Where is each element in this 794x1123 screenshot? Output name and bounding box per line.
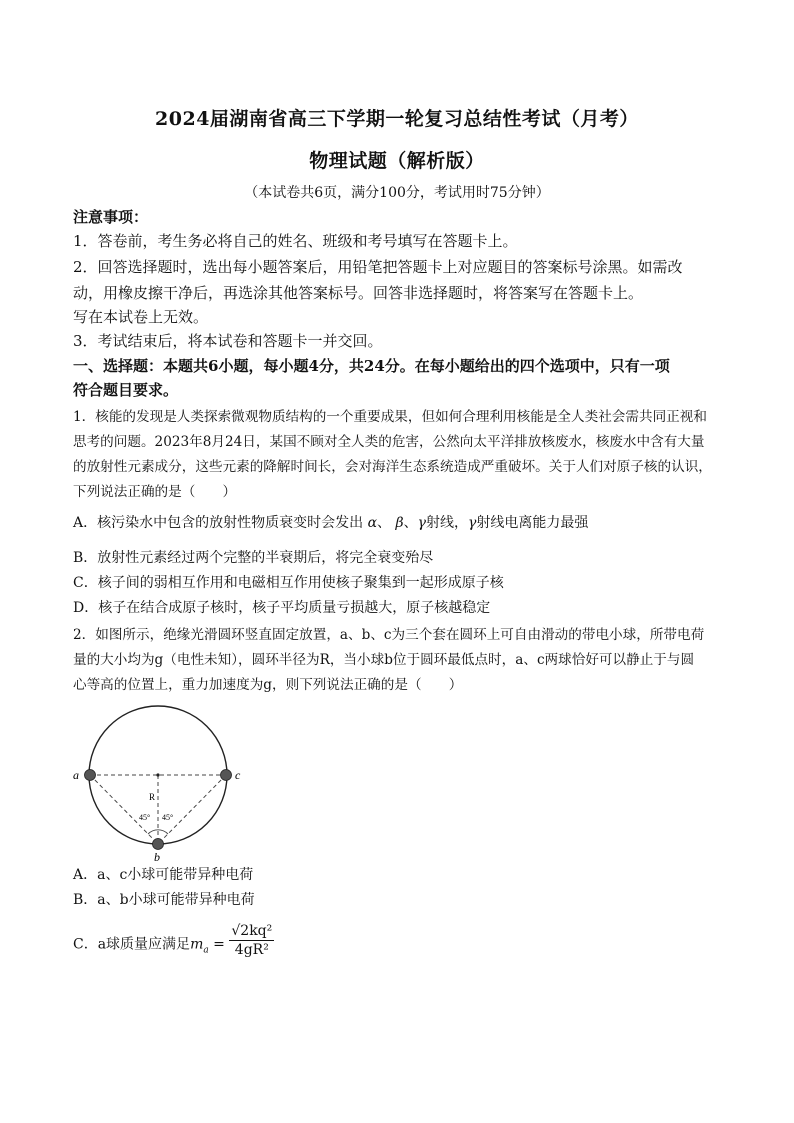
q1-option-a: [73, 512, 733, 534]
q1-option-a-pre: A．核污染水中包含的放射性物质衰变时会发出: [73, 515, 364, 531]
angle-left-label: 45°: [139, 813, 151, 822]
separator: 、: [403, 515, 418, 531]
q2-option-b: B．a、b小球可能带异种电荷: [73, 892, 255, 908]
section-heading: 一、选择题：本题共6小题，每小题4分，共24分。在每小题给出的四个选项中，只有一项: [73, 357, 670, 375]
ball-b: [153, 839, 164, 850]
notes-heading: 注意事项：: [73, 208, 149, 226]
gamma-symbol: γ: [467, 515, 477, 531]
note-item: 动，用橡皮擦干净后，再选涂其他答案标号。回答非选择题时，将答案写在答题卡上。: [73, 284, 644, 302]
label-c: c: [235, 768, 241, 782]
q2-stem-line: 心等高的位置上，重力加速度为g，则下列说法正确的是（ ）: [73, 677, 463, 693]
equals-sign: =: [208, 936, 230, 953]
ball-c: [221, 770, 232, 781]
note-item: 1．答卷前，考生务必将自己的姓名、班级和考号填写在答题卡上。: [73, 232, 518, 250]
q2-option-c-pre: C．a球质量应满足: [73, 936, 191, 953]
q1-stem-line: 1．核能的发现是人类探索微观物质结构的一个重要成果，但如何合理利用核能是全人类社会需共同正视和: [73, 409, 707, 425]
note-item: 写在本试卷上无效。: [73, 308, 209, 326]
exam-info: （本试卷共6页，满分100分，考试用时75分钟）: [244, 185, 550, 201]
beta-symbol: β: [395, 515, 404, 531]
mass-symbol: m: [190, 936, 204, 953]
q2-option-a: A．a、c小球可能带异种电荷: [73, 867, 254, 883]
mass-formula: [229, 922, 274, 959]
q2-stem-line: 2．如图所示，绝缘光滑圆环竖直固定放置，a、b、c为三个套在圆环上可自由滑动的带电小球，所带电荷: [73, 627, 705, 643]
exam-title: 2024届湖南省高三下学期一轮复习总结性考试（月考）: [155, 108, 639, 130]
q1-option-b: B．放射性元素经过两个完整的半衰期后，将完全衰变殆尽: [73, 550, 434, 566]
label-b: b: [154, 850, 160, 864]
q1-option-a-post: 射线电离能力最强: [476, 515, 589, 531]
note-item: 2．回答选择题时，选出每小题答案后，用铅笔把答题卡上对应题目的答案标号涂黑。如需改: [73, 258, 683, 276]
mass-subscript: a: [203, 945, 209, 956]
ring-diagram: [70, 700, 260, 865]
alpha-symbol: α: [367, 515, 378, 531]
q2-stem-line: 量的大小均为g（电性未知），圆环半径为R，当小球b位于圆环最低点时，a、c两球恰好可以静止于与圆: [73, 652, 695, 668]
exam-subtitle: 物理试题（解析版）: [309, 150, 485, 172]
q1-option-d: D．核子在结合成原子核时，核子平均质量亏损越大，原子核越稳定: [73, 600, 491, 616]
section-heading-cont: 符合题目要求。: [73, 381, 179, 399]
q1-stem-line: 的放射性元素成分，这些元素的降解时间长，会对海洋生态系统造成严重破坏。关于人们对原子核的认识，: [73, 459, 712, 475]
q2-option-c: [73, 923, 733, 963]
label-R: R: [149, 792, 156, 802]
q1-stem-line: 下列说法正确的是（ ）: [73, 484, 237, 500]
formula-numerator: √2kq²: [231, 923, 273, 939]
label-a: a: [73, 768, 79, 782]
q1-stem-line: 思考的问题。2023年8月24日，某国不顾对全人类的危害，公然向太平洋排放核废水，核废水中含有大量: [73, 434, 705, 450]
separator: 、: [377, 515, 392, 531]
gamma-symbol: γ: [417, 515, 426, 531]
angle-right-label: 45°: [162, 813, 174, 822]
note-item: 3．考试结束后，将本试卷和答题卡一并交回。: [73, 332, 383, 350]
formula-denominator: 4gR²: [234, 942, 269, 958]
q1-option-a-mid: 射线，: [425, 515, 468, 531]
ball-a: [85, 770, 96, 781]
center-point: [156, 773, 159, 776]
q1-option-c: C．核子间的弱相互作用和电磁相互作用使核子聚集到一起形成原子核: [73, 575, 504, 591]
